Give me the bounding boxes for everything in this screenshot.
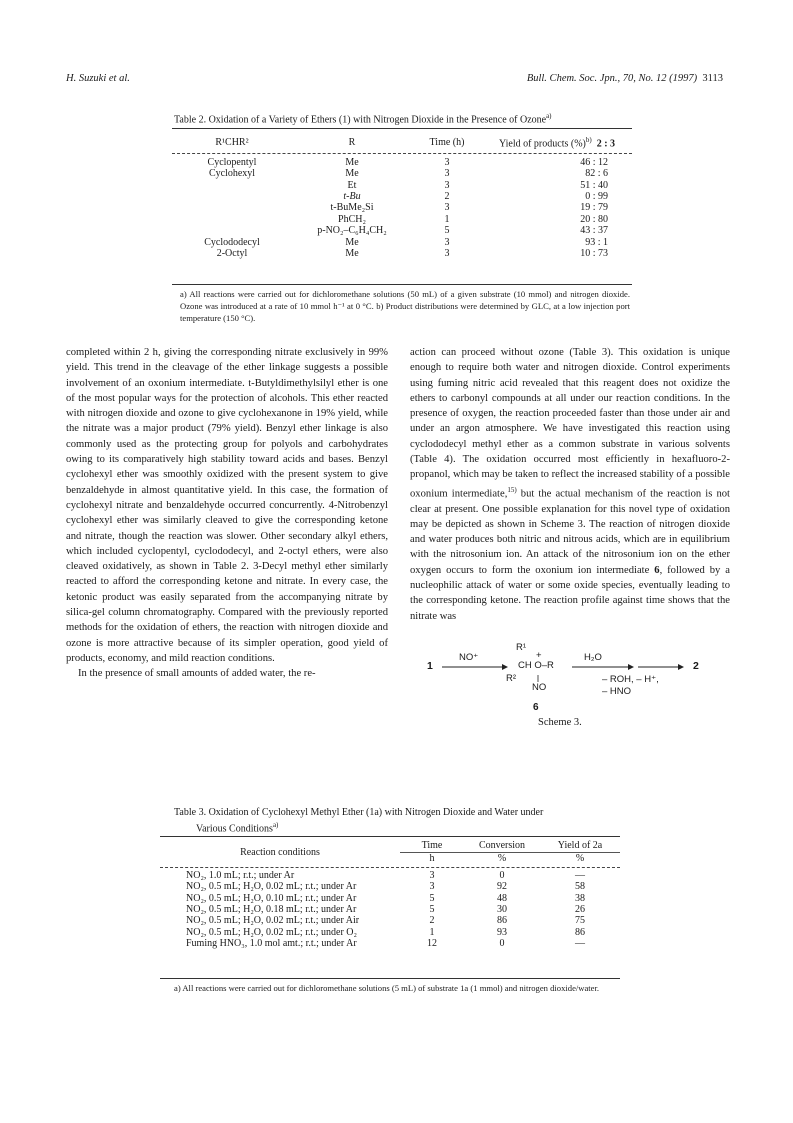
scheme-reagent-no-plus: NO⁺ [459,652,479,663]
journal-citation: Bull. Chem. Soc. Jpn., 70, No. 12 (1997) [526,73,698,84]
table-cell: 93 : 1 [585,236,608,248]
table-row [172,180,632,191]
table-row [160,927,620,938]
table-cell: 0 [499,869,505,881]
table3-head-yield: Yield of 2a [557,840,603,851]
table-cell: NO₂, 1.0 mL; r.t.; under Ar [186,869,295,881]
table-cell: 30 [497,904,507,916]
paragraph [410,345,730,624]
table3-top-rule [160,836,620,837]
text-run: , followed by a nucleophilic attack of water or some oxide species, eventually leading to the corresponding ketone. The reaction profile against time shows that the nitrate was [410,564,730,622]
table3-caption-line1: Table 3. Oxidation of Cyclohexyl Methyl Ether (1a) with Nitrogen Dioxide and Water under [174,807,544,818]
table2-head-yield-text: Yield of products (%) [498,138,586,150]
compound-6: 6 [654,564,660,576]
table3-unit-conversion: % [464,853,540,865]
scheme-3 [410,640,730,770]
scheme-compound-6-label: 6 [533,702,539,713]
table-cell: t-BuMe₂Si [330,202,374,214]
table-cell: Et [347,179,357,191]
table-cell: 3 [444,179,450,191]
arrow-head-2 [628,664,634,670]
table-cell: Me [345,236,359,248]
running-header-journal [527,73,723,84]
table-row [172,202,632,213]
table-cell: 3 [429,881,435,893]
table-cell [172,202,292,213]
table2-caption-text: Table 2. Oxidation of a Variety of Ethers (1) with Nitrogen Dioxide in the Presence of Ozone [174,114,547,126]
table2-head-time: Time (h) [429,136,465,148]
table3 [160,840,620,950]
scheme-positive-charge: + [536,650,542,661]
table2-header-row [172,135,632,150]
table-cell: p-NO₂–C₆H₄CH₂ [317,225,387,237]
table-row [160,870,620,881]
table-cell: 5 [429,904,435,916]
table-cell: t-Bu [343,190,361,202]
text-run: action can proceed without ozone (Table 3). This oxidation is unique enough to require both water and nitrogen dioxide. Control experiments using fuming nitric acid revealed that this reagent does not oxidize the ethers to carbonyl compounds at all under our reaction conditions. In the presence of oxygen, the reaction proceeded faster than those under air and under an argon atmosphere. We have investigated this reaction using cyclododecyl methyl ether as a common substrate in various solvents (Table 4). The oxidation occurred most efficiently in hexafluoro-2-propanol, which may be taken to reflect the increased stability of a possible oxonium intermediate, [410,347,730,500]
table-row [160,881,620,892]
table-cell: 3 [444,156,450,168]
table-cell: 86 [497,915,507,927]
table-row [172,214,632,225]
table-cell: 48 [497,892,507,904]
table-row [172,248,632,259]
table-cell: 2-Octyl [216,247,248,259]
arrow-head-3 [678,664,684,670]
table-cell: 1 [429,926,435,938]
table-cell: 82 : 6 [585,168,608,180]
table3-head-rule [160,867,620,868]
table2-head-r1chr2: R¹CHR² [215,136,249,148]
paragraph: In the presence of small amounts of added water, the re- [78,668,316,680]
table-cell: NO₂, 0.5 mL; H₂O, 0.10 mL; r.t.; under Ar [186,892,357,904]
scheme-nitroso-group: NO [532,682,547,693]
page-number: 3113 [702,73,723,84]
table-cell: 20 : 80 [580,213,608,225]
table-cell: Cyclohexyl [208,168,256,180]
table3-caption-line2-text: Various Conditions [196,823,273,835]
table-cell: 26 [575,904,585,916]
table-cell: 2 [429,915,435,927]
table-cell: — [575,869,585,881]
scheme-byproducts-line2: – HNO [602,686,632,697]
table-cell [172,214,292,225]
scheme-r2: R² [506,673,517,684]
table-cell: 75 [575,915,585,927]
table3-unit-yield: % [540,853,620,865]
table3-header-row [160,840,620,853]
table-row [172,191,632,202]
table-cell: 5 [429,892,435,904]
table3-footnote: a) All reactions were carried out for dichloromethane solutions (5 mL) of substrate 1a (1 mmol) and nitrogen dioxide/water. [174,983,600,993]
table3-caption-line2 [174,819,634,835]
table-cell: 43 : 37 [580,225,608,237]
table-row [172,225,632,236]
table-cell: NO₂, 0.5 mL; H₂O, 0.18 mL; r.t.; under Ar [186,904,357,916]
table-cell: Fuming HNO₃, 1.0 mol amt.; r.t.; under Ar [186,938,357,950]
table-cell: 19 : 79 [580,202,608,214]
table2-body [172,150,632,260]
table-row [172,237,632,248]
table-cell: NO₂, 0.5 mL; H₂O, 0.02 mL; r.t.; under Ar [186,881,357,893]
running-header-authors: H. Suzuki et al. [66,73,130,84]
scheme-r1: R¹ [516,642,527,653]
table-cell: 2 [444,190,450,202]
table-cell: 46 : 12 [580,156,608,168]
left-column-text [66,345,388,682]
paragraph: completed within 2 h, giving the corresponding nitrate exclusively in 99% yield. This trend in the cleavage of the ether linkage suggests a possible involvement of an oxonium intermediate. t-Butyldimethylsilyl ether is one of the most popular ways for the protection of alcohols. This ether reacted with nitrogen dioxide and ozone to give cyclohexanone in 19% yield, while the nitrate was a major product (79% yield). Benzyl ether linkage is also commonly used as the protecting group for polyols and carbohydrates owing to its comparatively high stability toward acids and bases. Benzyl cyclohexyl ether was smoothly oxidized with the present system to give benzaldehyde in almost quantitative yield. In this case, the formation of cyclohexyl nitrate and benzaldehyde occurred concurrently. 4-Nitrobenzyl cyclohexyl ether was similarly cleaved to give the corresponding ketone and nitrate, though the reaction was slower. Other secondary alkyl ethers, which included cyclopentyl, cyclododecyl, and 2-octyl ethers, were also cleaved oxidatively, as shown in Table 2. 3-Decyl methyl ether similarly reacted to afford the corresponding ketone and nitrate. In every case, the ketonic product was easily separated from the accompanying nitrate by silica-gel column chromatography. Compared with the previously reported methods for the oxidation of ethers, the reaction with nitrogen dioxide and ozone is more attractive because of its simpler operation, good yield of products, economy, and mild reaction conditions. [66,347,388,664]
table3-head-conditions: Reaction conditions [240,846,320,858]
table2 [172,135,632,259]
scheme-compound-1: 1 [427,660,433,672]
table-cell: 3 [444,202,450,214]
table-cell: — [575,938,585,950]
scheme-arrows [410,640,730,750]
table-row [172,168,632,179]
scheme-compound-2: 2 [693,660,699,672]
table2-caption-footnote-mark: a) [546,112,552,120]
table-cell: 38 [575,892,585,904]
table-row [160,893,620,904]
table3-unit-time: h [400,853,464,865]
table-cell: Me [345,168,359,180]
table-cell: 5 [444,225,450,237]
table-cell: 12 [427,938,437,950]
table-cell: Cyclopentyl [207,156,257,168]
table-cell: PhCH₂ [338,213,366,225]
table-cell: Me [345,247,359,259]
table-cell: 3 [429,869,435,881]
table-cell [172,225,292,236]
table-cell: NO₂, 0.5 mL; H₂O, 0.02 mL; r.t.; under O₂ [186,926,358,938]
table-cell: 10 : 73 [580,247,608,259]
table3-head-time: Time [421,840,443,851]
table2-bottom-rule [172,284,632,285]
right-column-text [410,345,730,624]
table3-head-conversion: Conversion [478,840,526,851]
table-row [160,938,620,949]
text-run: but the actual mechanism of the reaction is not clear at present. One possible explanation for this novel type of oxidation may be depicted as shown in Scheme 3. The reaction of nitrogen dioxide and water produces both nitric and nitrous acids, which are in equilibrium with the nitrosonium ion. An attack of the nitrosonium ion on the ether oxygen occurs to form the oxonium ion intermediate [410,488,730,576]
table-row [160,904,620,915]
scheme-oxonium-core: CH O–R [518,660,554,671]
table3-caption-footnote-mark: a) [272,821,279,829]
table-cell: 92 [497,881,507,893]
table2-caption [174,110,634,126]
table-cell: 0 [499,938,505,950]
table-cell: NO₂, 0.5 mL; H₂O, 0.02 mL; r.t.; under Air [186,915,360,927]
table2-head-r: R [348,136,356,148]
table-cell [172,191,292,202]
scheme-byproducts-line1: – ROH, – H⁺, [602,674,659,685]
table2-top-rule [172,128,632,129]
table2-head-yield [482,135,632,150]
scheme-reagent-water: H₂O [584,652,602,663]
table2-head-ratio: 2 : 3 [596,138,616,150]
table3-bottom-rule [160,978,620,979]
table-cell: 51 : 40 [580,179,608,191]
table-cell: 3 [444,168,450,180]
table2-footnote: a) All reactions were carried out for dichloromethane solutions (50 mL) of a given substrate (10 mmol) and nitrogen dioxide. Ozone was introduced at a rate of 10 mmol h⁻¹ at 0 °C. b) Product distributions were determined by GLC, at a low injection port temperature (150 °C). [180,289,630,323]
table-cell: 3 [444,236,450,248]
table3-caption [174,806,634,835]
table-cell: 86 [575,926,585,938]
table-cell: 3 [444,247,450,259]
table-cell: 0 : 99 [585,190,608,202]
table-row [160,915,620,926]
table-cell: Cyclododecyl [204,236,260,248]
table3-body [160,865,620,950]
table-cell [172,180,292,191]
table-cell: 1 [444,213,450,225]
arrow-head-1 [502,664,508,670]
table-row [172,157,632,168]
scheme-caption: Scheme 3. [538,717,582,728]
reference-15: 15) [507,485,517,494]
table-cell: 58 [575,881,585,893]
table2-head-yield-mark: b) [585,136,592,144]
table2-head-rule [172,153,632,154]
table-cell: 93 [497,926,507,938]
table-cell: Me [345,156,359,168]
